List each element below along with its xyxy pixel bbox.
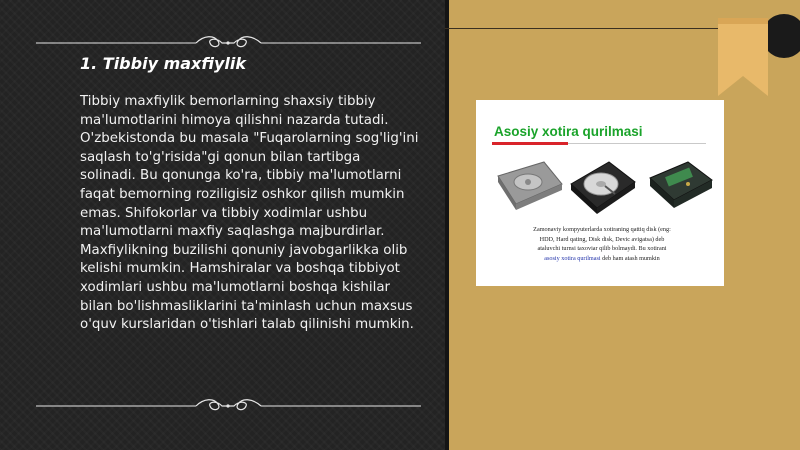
hard-drive-image [476, 100, 724, 286]
image-heading-underline [492, 142, 568, 145]
image-heading: Asosiy xotira qurilmasi [494, 124, 643, 139]
image-caption-highlight: asosiy xotira qurilmasi [544, 254, 601, 262]
image-caption-line [502, 254, 702, 264]
image-caption-line: ataluvchi turnsi taxoviar qilib bolmaydi. Bu xotirani [537, 245, 667, 252]
panel-divider [445, 0, 449, 450]
ornament-divider-icon [36, 35, 421, 51]
hard-drive-icon [569, 158, 637, 218]
image-caption-line: Zamonaviy kompyuterlarda xotiraning qattiq disk (eng: [533, 226, 671, 233]
hard-drive-icon [648, 158, 714, 210]
image-heading-rule [568, 143, 706, 144]
slide-title: 1. Tibbiy maxfiylik [80, 54, 246, 73]
hard-drive-icon [494, 158, 564, 210]
slide-body-text: Tibbiy maxfiylik bemorlarning shaxsiy tibbiy ma'lumotlarini himoya qilishni nazarda tutadi. O'zbekistonda bu masala "Fuqarolarning sog'lig'ini saqlash to'g'risida"gi qonun bilan tartibga solinadi. Bu qonunga ko'ra, tibbiy ma'lumotlarni faqat bemorning roziligisiz oshkor qilish mumkin emas. Shifokorlar va tibbiy xodimlar ushbu ma'lumotlarni maxfiy saqlashga majburdirlar. Maxfiylikning buzilishi qonuniy javobgarlikka olib kelishi mumkin. Hamshiralar va boshqa tibbiyot xodimlari ushbu ma'lumotlarni boshqa kishilar bilan bo'lishmasliklarini ta'minlash uchun maxsus o'quv kurslaridan o'tishlari talab qilinishi mumkin. [80, 94, 419, 333]
image-caption [502, 225, 702, 263]
ornament-divider-icon [36, 398, 421, 414]
bookmark-ribbon-icon [718, 18, 768, 96]
image-caption-text: deb ham atash mumkin [600, 254, 660, 262]
image-caption-line: HDD, Hard qating, Disk disk, Devic avigatsa) deb [539, 235, 665, 243]
